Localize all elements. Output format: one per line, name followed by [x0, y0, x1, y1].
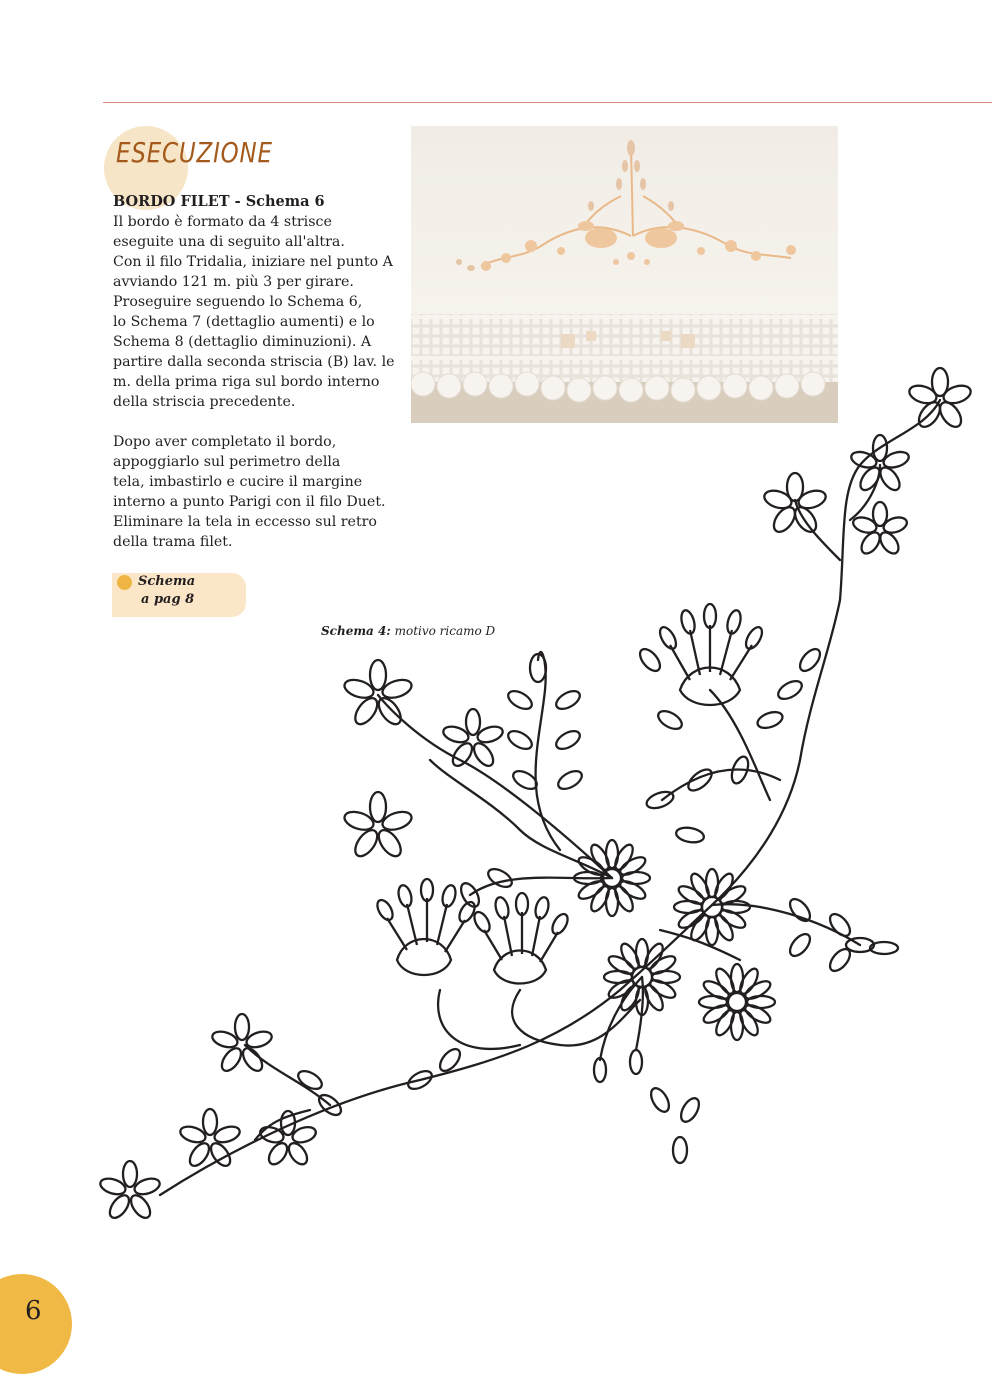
caption-label: Schema 4:	[321, 624, 391, 638]
instructions-paragraph-2: Dopo aver completato il bordo, appoggiarlo sul perimetro della tela, imbastirlo e cucire il margine interno a punto Parigi con il filo Duet. Eliminare la tela in eccesso sul retro della trama filet.	[113, 434, 386, 550]
caption-text: motivo ricamo D	[394, 624, 496, 638]
schema-reference-line1: Schema	[138, 574, 196, 589]
section-title: ESECUZIONE	[116, 136, 273, 169]
instructions-heading: BORDO FILET - Schema 6	[113, 193, 325, 210]
page-number: 6	[25, 1296, 42, 1326]
instructions-paragraph-1: Il bordo è formato da 4 strisce eseguite una di seguito all'altra. Con il filo Tridalia, iniziare nel punto A avviando 121 m. più 3 per girare. Proseguire seguendo lo Schema 6, lo Schema 7 (dettaglio aumenti) e lo Schema 8 (dettaglio diminuzioni). A partire dalla seconda striscia (B) lav. le m. della prima riga sul bordo interno della striscia precedente.	[113, 214, 395, 410]
schema-reference-line2: a pag 8	[141, 592, 195, 607]
